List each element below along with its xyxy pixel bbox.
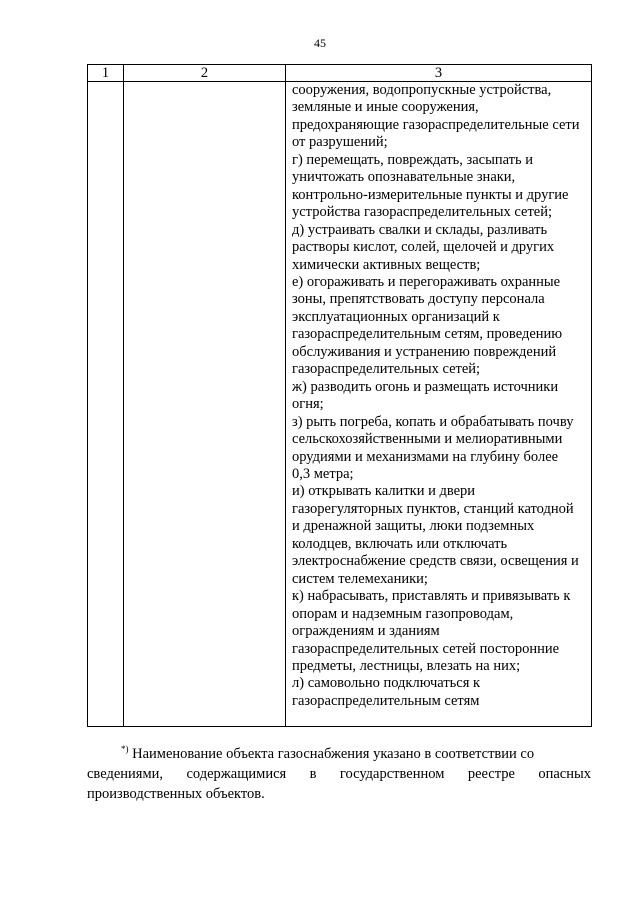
footnote-line-1 xyxy=(121,745,591,765)
footnote-mark: *) xyxy=(121,744,129,754)
text-line: л) самовольно подключаться к xyxy=(292,675,481,692)
text-line: д) устраивать свалки и склады, разливать xyxy=(292,221,548,238)
text-line: предметы, лестницы, влезать на них; xyxy=(292,657,521,674)
column-1-cell xyxy=(88,82,124,727)
text-line: зоны, препятствовать доступу персонала xyxy=(292,291,545,308)
text-line: е) огораживать и перегораживать охранные xyxy=(292,273,561,290)
text-line: предохраняющие газораспределительные сети xyxy=(292,116,580,133)
text-line: и) открывать калитки и двери xyxy=(292,483,476,500)
text-line: уничтожать опознавательные знаки, xyxy=(292,169,516,186)
page-number: 45 xyxy=(314,36,326,50)
text-line: колодцев, включать или отключать xyxy=(292,535,508,552)
footnote-word: реестре xyxy=(467,766,515,782)
text-line: к) набрасывать, приставлять и привязывать к xyxy=(292,588,571,605)
text-line: растворы кислот, солей, щелочей и других xyxy=(292,239,555,256)
footnote-word: опасных xyxy=(538,766,591,782)
text-line: систем телемеханики; xyxy=(292,570,428,587)
table-header-row xyxy=(88,65,592,82)
text-line: земляные и иные сооружения, xyxy=(292,99,479,116)
footnote-word: в xyxy=(309,766,317,782)
text-line: ограждениям и зданиям xyxy=(292,623,440,640)
footnote-word: сведениями, xyxy=(87,766,164,782)
text-line: з) рыть погреба, копать и обрабатывать почву xyxy=(292,413,574,430)
document-table xyxy=(87,64,592,727)
column-2-cell xyxy=(124,82,286,727)
text-line: орудиями и механизмами на глубину более xyxy=(292,448,559,465)
column-header-2: 2 xyxy=(124,65,286,82)
text-line: газораспределительных сетей посторонние xyxy=(292,640,560,657)
text-line: от разрушений; xyxy=(292,134,388,151)
text-line: ж) разводить огонь и размещать источники xyxy=(292,378,559,395)
restrictions-cell xyxy=(286,82,592,727)
text-line: г) перемещать, повреждать, засыпать и xyxy=(292,151,534,168)
text-line: газораспределительным сетям xyxy=(292,692,480,709)
text-line: газораспределительных сетей; xyxy=(292,361,481,378)
footnote-word: содержащимися xyxy=(186,766,287,782)
text-line: 0,3 метра; xyxy=(292,465,354,482)
footnote-line-3: производственных объектов. xyxy=(87,786,265,802)
text-line: химически активных веществ; xyxy=(292,256,481,273)
text-line: газораспределительным сетям, проведению xyxy=(292,326,563,343)
text-line: опорам и надземным газопроводам, xyxy=(292,605,514,622)
text-line: сельскохозяйственными и мелиоративными xyxy=(292,431,563,448)
footnote-word: государственном xyxy=(339,766,445,782)
column-header-3: 3 xyxy=(286,65,592,82)
column-header-1: 1 xyxy=(88,65,124,82)
text-line: устройства газораспределительных сетей; xyxy=(292,204,553,221)
text-line: электроснабжение средств связи, освещения и xyxy=(292,553,579,570)
footnote-line-2 xyxy=(87,765,591,785)
text-line: контрольно-измерительные пункты и другие xyxy=(292,186,569,203)
text-line: обслуживания и устранению повреждений xyxy=(292,343,557,360)
text-line: сооружения, водопропускные устройства, xyxy=(292,82,552,98)
text-line: эксплуатационных организаций к xyxy=(292,308,500,325)
table-row xyxy=(88,82,592,727)
footnote-text: Наименование объекта газоснабжения указано в соответствии со xyxy=(132,746,535,762)
text-line: газорегуляторных пунктов, станций катодной xyxy=(292,500,574,517)
text-line: огня; xyxy=(292,396,324,413)
text-line: и дренажной защиты, люки подземных xyxy=(292,518,535,535)
